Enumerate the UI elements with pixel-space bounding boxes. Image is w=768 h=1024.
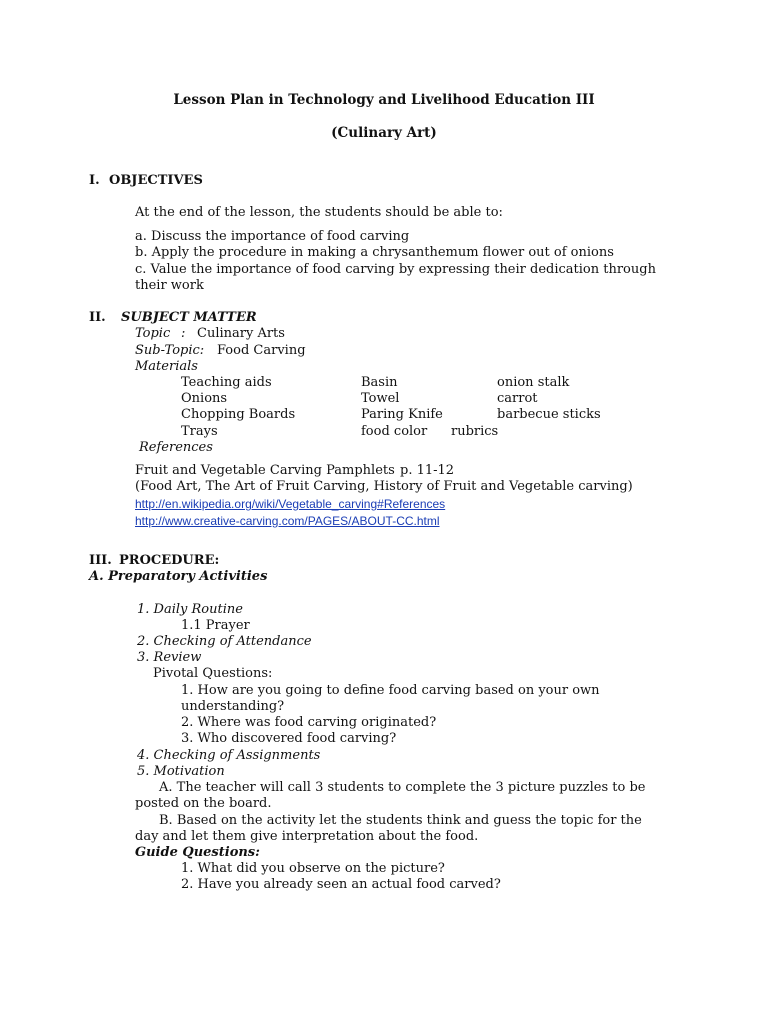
subsection-heading-preparatory: A. Preparatory Activities bbox=[89, 569, 268, 584]
pivotal-question: 3. Who discovered food carving? bbox=[181, 731, 397, 746]
objectives-intro: At the end of the lesson, the students should be able to: bbox=[135, 205, 503, 220]
motivation-text: B. Based on the activity let the students think and guess the topic for the bbox=[159, 813, 642, 828]
material-item: Basin bbox=[361, 375, 398, 390]
reference-link-wikipedia[interactable]: http://en.wikipedia.org/wiki/Vegetable_carving#References bbox=[135, 497, 446, 511]
section-numeral-procedure: III. bbox=[89, 553, 112, 568]
motivation-text-continuation: posted on the board. bbox=[135, 796, 272, 811]
objective-item: c. Value the importance of food carving by expressing their dedication through bbox=[135, 262, 656, 277]
material-item: Teaching aids bbox=[181, 375, 272, 390]
material-item: onion stalk bbox=[497, 375, 570, 390]
procedure-step: 2. Checking of Attendance bbox=[137, 634, 312, 649]
material-item: food color bbox=[361, 424, 428, 439]
reference-pages: p. 11-12 bbox=[400, 463, 455, 478]
material-item: Onions bbox=[181, 391, 228, 406]
procedure-step: 5. Motivation bbox=[137, 764, 225, 779]
subtopic-value: Food Carving bbox=[217, 343, 306, 358]
reference-pamphlet: Fruit and Vegetable Carving Pamphlets bbox=[135, 463, 395, 478]
material-item: Trays bbox=[181, 424, 218, 439]
motivation-text: A. The teacher will call 3 students to complete the 3 picture puzzles to be bbox=[159, 780, 646, 795]
section-numeral-subject-matter: II. bbox=[89, 310, 106, 325]
objective-item: a. Discuss the importance of food carving bbox=[135, 229, 410, 244]
topic-value: Culinary Arts bbox=[197, 326, 285, 341]
guide-question: 2. Have you already seen an actual food carved? bbox=[181, 877, 501, 892]
section-heading-objectives: OBJECTIVES bbox=[109, 173, 203, 188]
subtopic-label: Sub-Topic: bbox=[135, 343, 205, 358]
reference-link-creative-carving[interactable]: http://www.creative-carving.com/PAGES/ABOUT-CC.html bbox=[135, 514, 440, 528]
pivotal-questions-label: Pivotal Questions: bbox=[153, 666, 273, 681]
guide-questions-heading: Guide Questions: bbox=[135, 845, 260, 860]
material-item: Chopping Boards bbox=[181, 407, 296, 422]
pivotal-question: 1. How are you going to define food carving based on your own bbox=[181, 683, 600, 698]
document-subtitle: (Culinary Art) bbox=[331, 125, 437, 141]
guide-question: 1. What did you observe on the picture? bbox=[181, 861, 445, 876]
references-label: References bbox=[139, 440, 213, 455]
objective-item-continuation: their work bbox=[135, 278, 204, 293]
material-item: barbecue sticks bbox=[497, 407, 601, 422]
topic-label: Topic bbox=[135, 326, 171, 341]
section-numeral-objectives: I. bbox=[89, 173, 100, 188]
topic-separator: : bbox=[181, 326, 186, 341]
procedure-step: 3. Review bbox=[137, 650, 202, 665]
procedure-step: 4. Checking of Assignments bbox=[137, 748, 321, 763]
material-item: Paring Knife bbox=[361, 407, 443, 422]
motivation-text-continuation: day and let them give interpretation about the food. bbox=[135, 829, 479, 844]
reference-books: (Food Art, The Art of Fruit Carving, History of Fruit and Vegetable carving) bbox=[135, 479, 633, 494]
procedure-substep: 1.1 Prayer bbox=[181, 618, 250, 633]
material-item: carrot bbox=[497, 391, 538, 406]
material-item: Towel bbox=[361, 391, 400, 406]
material-item: rubrics bbox=[451, 424, 499, 439]
procedure-step: 1. Daily Routine bbox=[137, 602, 243, 617]
objective-item: b. Apply the procedure in making a chrysanthemum flower out of onions bbox=[135, 245, 614, 260]
section-heading-procedure: PROCEDURE: bbox=[119, 553, 220, 568]
materials-label: Materials bbox=[135, 359, 198, 374]
pivotal-question: 2. Where was food carving originated? bbox=[181, 715, 437, 730]
section-heading-subject-matter: SUBJECT MATTER bbox=[121, 310, 257, 325]
document-title: Lesson Plan in Technology and Livelihood Education III bbox=[173, 92, 595, 108]
pivotal-question-continuation: understanding? bbox=[181, 699, 285, 714]
